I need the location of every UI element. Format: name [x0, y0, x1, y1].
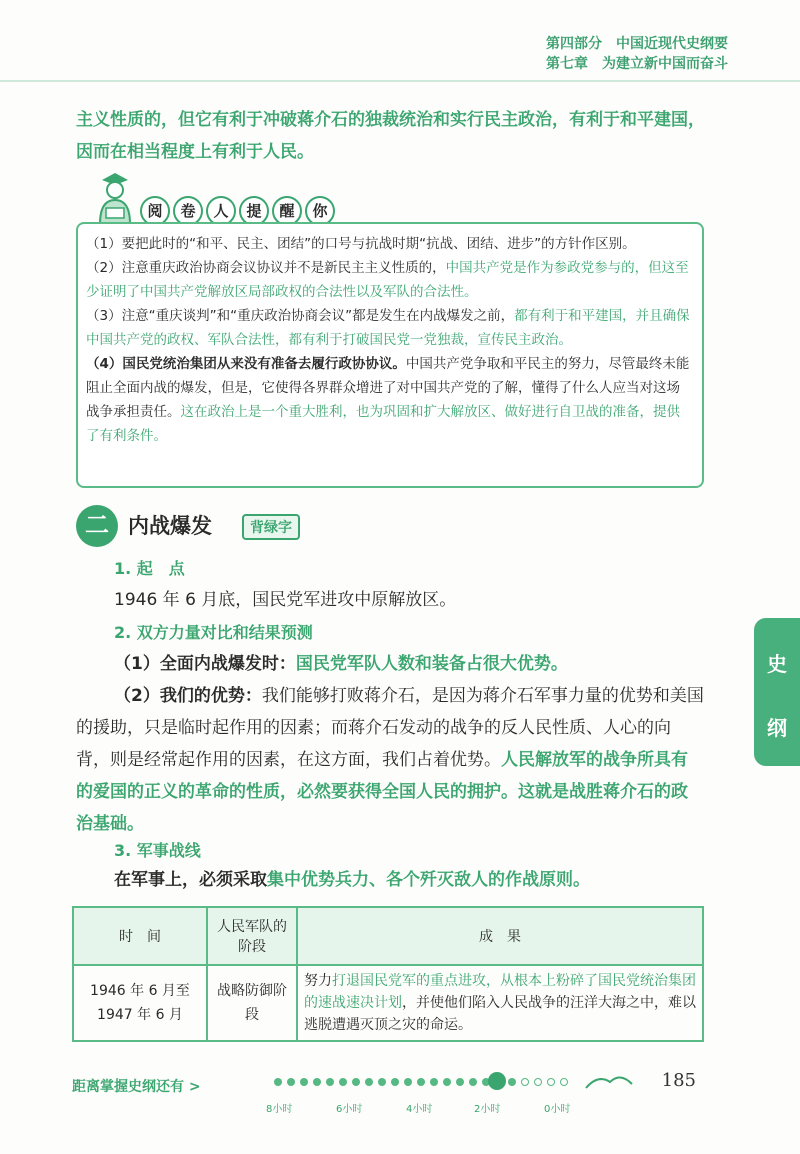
- running-header: [546, 34, 728, 74]
- side-tab: [754, 618, 800, 766]
- intro-paragraph: 主义性质的，但它有利于冲破蒋介石的独裁统治和实行民主政治，有利于和平建国，因而在相当程度上有利于人民。: [76, 110, 705, 162]
- result-text-a: 努力: [304, 973, 332, 989]
- results-table: [72, 906, 704, 1042]
- header-chapter: 第七章 为建立新中国而奋斗: [546, 56, 728, 72]
- table-header-result: 成 果: [297, 907, 703, 965]
- point-2-label: （2）我们的优势：: [114, 686, 262, 706]
- finish-hill-icon: [584, 1070, 634, 1090]
- reminder-item-4: [86, 352, 692, 448]
- military-front-highlight: 集中优势兵力、各个歼灭敌人的作战原则。: [267, 870, 590, 890]
- reminder-box: [76, 222, 704, 488]
- reminder-title-char: 提: [239, 196, 269, 226]
- reminder-title-char: 醒: [272, 196, 302, 226]
- table-row: [73, 965, 703, 1041]
- reminder-item-2-highlight: 中国共产党是作为参政党参与的，但这至少证明了中国共产党解放区局部政权的合法性以及军队的合法性。: [86, 260, 689, 300]
- table-header-row: [73, 907, 703, 965]
- progress-marker-icon: [488, 1072, 506, 1090]
- point-2-highlight: 人民解放军的战争所具有的爱国的正义的革命的性质，必然要获得全国人民的拥护。这就是战胜蒋介石的政治基础。: [76, 750, 688, 834]
- reminder-item-3-text: （3）注意“重庆谈判”和“重庆政治协商会议”都是发生在内战爆发之前，: [86, 308, 515, 324]
- section-title: 内战爆发: [128, 514, 212, 538]
- table-cell-stage: 战略防御阶段: [207, 965, 297, 1041]
- subheading-military-front: 3. 军事战线: [114, 841, 201, 860]
- progress-tick: 6小时: [336, 1104, 363, 1115]
- page-number: 185: [661, 1070, 696, 1091]
- progress-tick: 8小时: [266, 1104, 293, 1115]
- reminder-item-4-highlight: 这在政治上是一个重大胜利，也为巩固和扩大解放区、做好进行自卫战的准备，提供了有利条件。: [86, 404, 680, 444]
- progress-dots: [274, 1078, 568, 1086]
- reminder-item-3: [86, 304, 692, 352]
- result-highlight: 打退国民党军的重点进攻，从根本上粉碎了国民党统治集团的速战速决计划: [304, 973, 696, 1011]
- header-part: 第四部分 中国近现代史纲要: [546, 36, 728, 52]
- force-comparison-point-1: [114, 648, 714, 680]
- subheading-starting-point: 1. 起 点: [114, 559, 185, 578]
- starting-point-text: 1946 年 6 月底，国民党军进攻中原解放区。: [114, 590, 457, 610]
- point-2-text: 我们能够打败蒋介石，是因为蒋介石军事力量的优势和美国的援助，只是临时起作用的因素；而蒋介石发动的战争的反人民性质、人心的向背，则是经常起作用的因素，在这方面，我们占着优势。: [76, 686, 704, 770]
- reminder-item-2: [86, 256, 692, 304]
- section-tag: 背绿字: [242, 514, 300, 540]
- military-front-label: 在军事上，必须采取: [114, 870, 267, 890]
- point-1-highlight: 国民党军队人数和装备占很大优势。: [295, 654, 568, 674]
- reminder-title-char: 卷: [173, 196, 203, 226]
- subheading-force-comparison: 2. 双方力量对比和结果预测: [114, 623, 313, 642]
- force-comparison-point-2: [76, 680, 704, 840]
- reminder-item-4-bold: （4）国民党统治集团从来没有准备去履行政协协议。: [86, 356, 406, 372]
- military-front-text: [114, 864, 714, 896]
- side-tab-char-1: 史: [767, 652, 787, 676]
- header-rule: [0, 80, 800, 82]
- reminder-item-3-highlight: 都有利于和平建国，并且确保中国共产党的政权、军队合法性，都有利于打破国民党一党独裁，宣传民主政治。: [86, 308, 690, 348]
- reminder-item-2-text: （2）注意重庆政治协商会议协议并不是新民主主义性质的，: [86, 260, 446, 276]
- table-cell-time: 1946 年 6 月至 1947 年 6 月: [73, 965, 207, 1041]
- reminder-item-4-text: 中国共产党争取和平民主的努力，尽管最终未能阻止全面内战的爆发，但是，它使得各界群众增进了对中国共产党的了解，懂得了什么人应当对这场战争承担责任。: [86, 356, 690, 420]
- point-1-label: （1）全面内战爆发时：: [114, 654, 296, 674]
- mascot-icon: [92, 170, 138, 226]
- side-tab-char-2: 纲: [767, 716, 787, 740]
- result-text-c: ，并使他们陷入人民战争的汪洋大海之中，难以逃脱遭遇灭顶之灾的命运。: [304, 995, 696, 1033]
- progress-label: 距离掌握史纲还有 >: [72, 1079, 201, 1095]
- section-number-badge: 二: [76, 505, 118, 547]
- table-header-stage: 人民军队的阶段: [207, 907, 297, 965]
- reminder-item-1: （1）要把此时的“和平、民主、团结”的口号与抗战时期“抗战、团结、进步”的方针作区别。: [86, 236, 636, 252]
- reminder-title-char: 人: [206, 196, 236, 226]
- table-cell-result: [297, 965, 703, 1041]
- reminder-title-char: 阅: [140, 196, 170, 226]
- reminder-title-char: 你: [305, 196, 335, 226]
- progress-tick: 2小时: [474, 1104, 501, 1115]
- progress-tick: 0小时: [544, 1104, 571, 1115]
- progress-tick: 4小时: [406, 1104, 433, 1115]
- table-header-time: 时 间: [73, 907, 207, 965]
